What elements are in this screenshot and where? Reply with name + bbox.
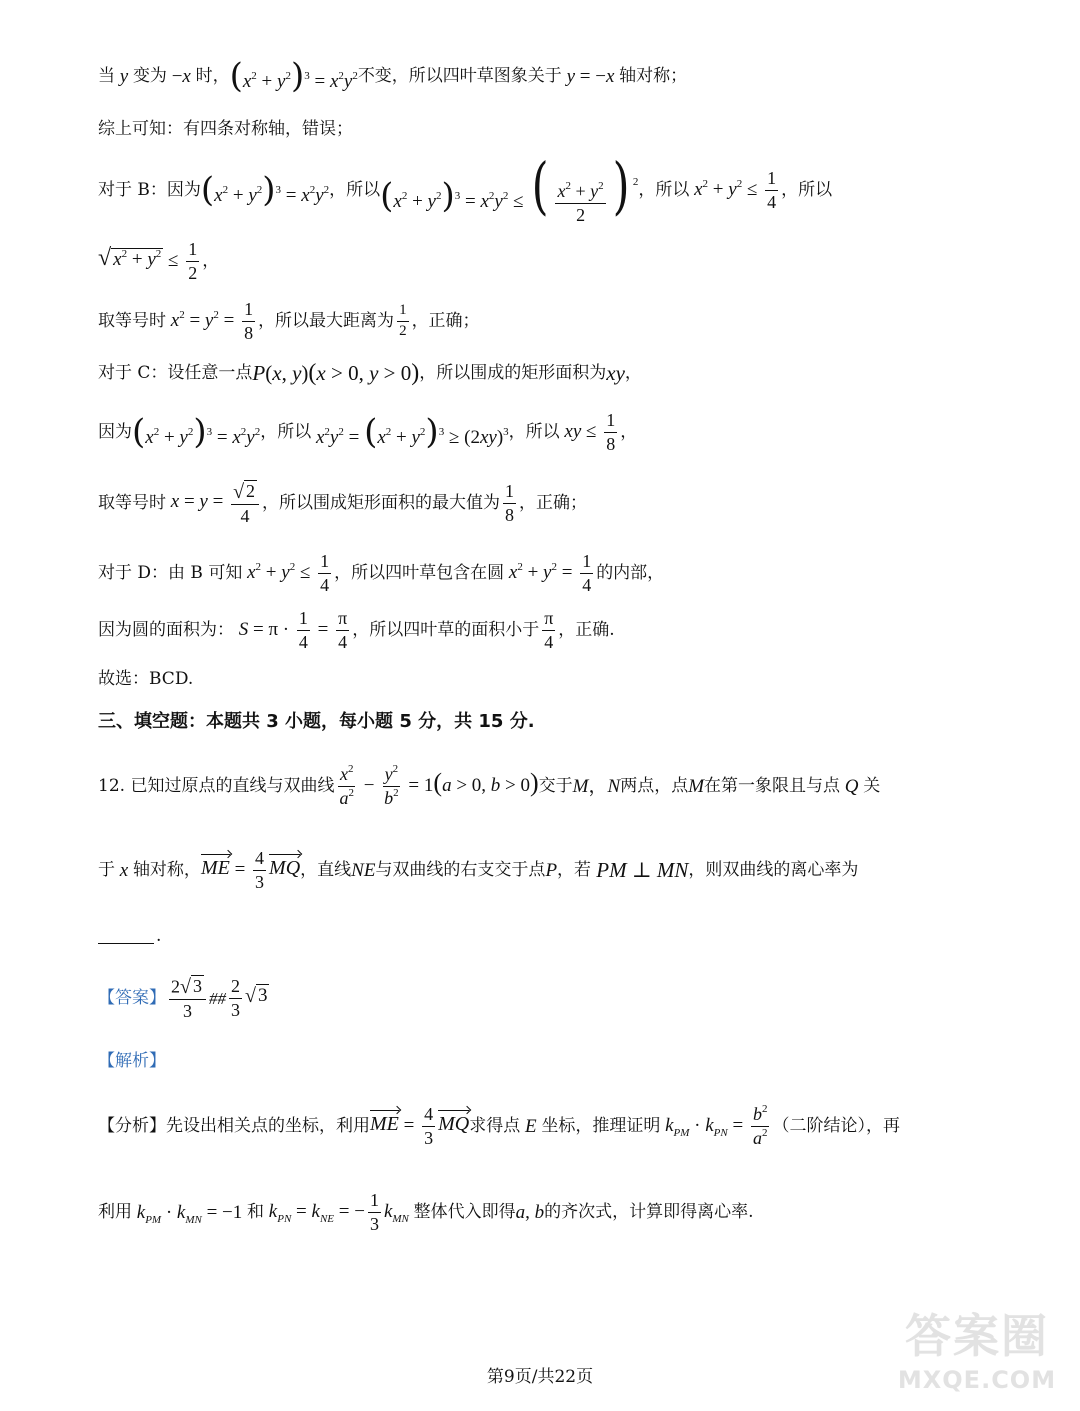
- math: y: [119, 65, 129, 87]
- text: 利用: [98, 1201, 132, 1222]
- math: P(x, y)(x > 0, y > 0): [252, 360, 420, 386]
- text: 【解析】: [98, 1050, 166, 1071]
- text: 整体代入即得: [413, 1201, 516, 1222]
- text: 当: [98, 65, 115, 86]
- text: ，所以最大距离为: [258, 310, 395, 331]
- text: ，所以: [508, 421, 560, 442]
- math: M: [688, 775, 705, 797]
- math: $\frac{x^2}{a^2}$ − $\frac{y^2}{b^2}$ = 1(a > 0, b > 0): [339, 762, 539, 808]
- solution-line-6: [98, 358, 642, 388]
- math: $k_{PM} \cdot k_{PN}$ = $\frac{b^2}{a^2}$: [665, 1102, 768, 1148]
- text: 的内部，: [596, 562, 665, 583]
- text: 对于 B：因为: [98, 179, 201, 200]
- math: 2 √ 3 3: [166, 975, 209, 1021]
- text: ，正确；: [411, 310, 480, 331]
- blank-underline: [98, 929, 154, 944]
- math: $\frac{2}{3}$ √ 3: [230, 975, 268, 1020]
- math: E: [524, 1115, 537, 1137]
- text: 两点，点: [620, 775, 689, 796]
- math: ME = $\frac{4}{3}$ MQ: [200, 847, 301, 892]
- solution-line-1: [98, 58, 687, 94]
- text: ，: [620, 421, 638, 442]
- text: ，正确；: [519, 492, 588, 513]
- math: P: [545, 859, 558, 881]
- text: 对于 D：由 B 可知: [98, 562, 243, 583]
- math: −x: [166, 65, 191, 87]
- text: 故选：BCD.: [98, 668, 194, 689]
- math: M，N: [572, 775, 621, 797]
- text: 与双曲线的右支交于点: [375, 859, 546, 880]
- text: 求得点: [469, 1115, 521, 1136]
- math: $(x^2 + y^2)^3 = x^2y^2$: [200, 170, 330, 210]
- math: xy: [606, 360, 625, 385]
- question-12-line-1: [98, 758, 880, 814]
- solution-line-3: [98, 149, 833, 225]
- text: 【分析】先设出相关点的坐标，利用: [98, 1115, 370, 1136]
- text: 三、填空题：本题共 3 小题，每小题 5 分，共 15 分.: [98, 711, 535, 732]
- math: $(x^2 + y^2)^3 = x^2y^2$: [229, 56, 358, 96]
- text: ，则双曲线的离心率为: [688, 859, 859, 880]
- text: ，: [202, 250, 220, 271]
- math: $\frac{1}{8}$: [505, 480, 515, 525]
- watermark-bottom: MXQE.COM: [897, 1366, 1057, 1394]
- math: $\frac{1}{2}$: [399, 301, 407, 339]
- math: y = −x: [566, 65, 615, 87]
- analysis-line-1: [98, 1098, 900, 1154]
- math: $x^2y^2 = (x^2 + y^2)^3 \ge (2xy)^3$: [315, 412, 509, 452]
- solution-line-10: [98, 604, 615, 656]
- math: xy ≤ $\frac{1}{8}$: [564, 409, 616, 454]
- math: a, b: [515, 1201, 545, 1223]
- text: ，所以: [329, 179, 381, 200]
- solution-line-8: [98, 475, 587, 531]
- math: Q: [844, 775, 859, 797]
- text: .: [156, 925, 162, 946]
- math: $(x^2 + y^2)^3 = x^2y^2$: [132, 412, 261, 452]
- watermark-top: 答案圈: [905, 1309, 1049, 1363]
- text: 不变，所以四叶草图象关于: [357, 65, 562, 86]
- text: ，若: [557, 859, 592, 880]
- math: x = y = √ 2 4: [166, 480, 262, 526]
- solution-line-9: [98, 548, 664, 598]
- text: ，正确.: [558, 619, 615, 640]
- text: 交于: [538, 775, 573, 796]
- text: 的齐次式，计算即得离心率.: [544, 1201, 754, 1222]
- text: ，所以四叶草的面积小于: [352, 619, 540, 640]
- text: 在第一象限且与点: [704, 775, 841, 796]
- question-12-line-2: [98, 842, 858, 898]
- text: 和: [247, 1201, 265, 1222]
- text: 关: [863, 775, 881, 796]
- text: ，直线: [300, 859, 352, 880]
- solution-line-11: [98, 668, 193, 690]
- text: 坐标，推理证明: [541, 1115, 661, 1136]
- answer-tag: 【答案】: [98, 987, 166, 1008]
- text: （二阶结论），再: [772, 1115, 900, 1136]
- math: PM ⊥ MN: [596, 857, 689, 882]
- math: x: [119, 859, 129, 881]
- text: 因为圆的面积为：: [98, 619, 234, 640]
- math: $x^2 = y^2$ = $\frac{1}{8}$: [170, 298, 254, 343]
- math: $(x^2 + y^2)^3 = x^2y^2$ ≤ ( $\frac{x^2 + y^2}{2}$ ) $^2$: [380, 149, 639, 225]
- text: 12. 已知过原点的直线与双曲线: [98, 775, 335, 796]
- math: $k_{PM} \cdot k_{MN} = -1$: [136, 1201, 248, 1226]
- text: ，所以四叶草包含在圆: [334, 562, 505, 583]
- solution-line-5: [98, 296, 480, 346]
- text: 综上可知：有四条对称轴，错误；: [98, 118, 353, 139]
- math: $k_{PN} = k_{NE}$ = − $\frac{1}{3}$ $k_{MN}$: [268, 1189, 409, 1234]
- math: NE: [351, 859, 376, 881]
- math: ME = $\frac{4}{3}$ MQ: [370, 1103, 470, 1148]
- analysis-line-2: [98, 1184, 754, 1240]
- text: ，: [624, 362, 642, 383]
- solution-line-2: [98, 118, 353, 140]
- text: 轴对称，: [132, 859, 201, 880]
- text: ，所以围成的矩形面积为: [419, 362, 607, 383]
- text: 变为: [132, 65, 167, 86]
- text: ，所以: [260, 421, 312, 442]
- answer-line: [98, 970, 269, 1026]
- analysis-tag: [98, 1050, 166, 1072]
- math: √ $x^2 + y^2$ ≤ $\frac{1}{2}$: [98, 238, 198, 283]
- page-footer: 第9页/共22页: [486, 1367, 594, 1387]
- text: 于: [98, 859, 115, 880]
- math: $\frac{\pi}{4}$: [544, 607, 554, 652]
- text: 取等号时: [98, 310, 166, 331]
- text: ，所以: [781, 179, 833, 200]
- math: S = π · $\frac{1}{4}$ = $\frac{\pi}{4}$: [238, 607, 348, 652]
- solution-line-4: [98, 236, 219, 286]
- math: $x^2 + y^2$ = $\frac{1}{4}$: [508, 550, 592, 595]
- solution-line-7: [98, 406, 637, 458]
- text: ，所以: [638, 179, 690, 200]
- answer-separator: ##: [208, 988, 226, 1008]
- text: 时，: [195, 65, 230, 86]
- math: $x^2 + y^2$ ≤ $\frac{1}{4}$: [247, 550, 330, 595]
- math: $x^2 + y^2$ ≤ $\frac{1}{4}$: [694, 167, 777, 212]
- text: 对于 C：设任意一点: [98, 362, 253, 383]
- text: 轴对称；: [619, 65, 688, 86]
- text: 取等号时: [98, 492, 166, 513]
- section-title: [98, 710, 535, 734]
- answer-blank: [98, 926, 161, 946]
- text: ，所以围成矩形面积的最大值为: [262, 492, 501, 513]
- text: 因为: [98, 421, 132, 442]
